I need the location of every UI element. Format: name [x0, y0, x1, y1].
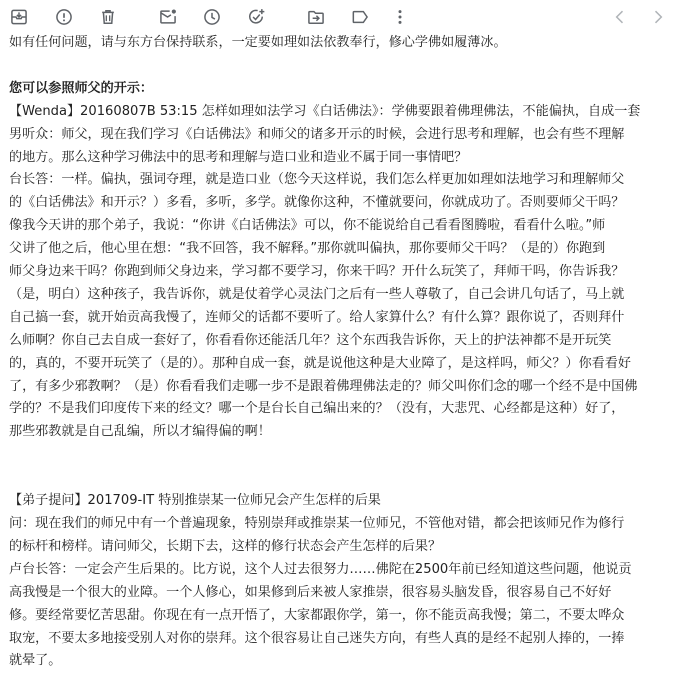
text-line: 问：现在我们的师兄中有一个普遍现象，特别崇拜或推崇某一位师兄，不管他对错，都会把该师兄作为修行	[9, 515, 625, 531]
newer-chevron-icon	[610, 7, 630, 27]
text-line: 的，真的，不要开玩笑了（是的）。那种自成一套，就是说他这种是大业障了，是这样吗，师父？）你看看好	[9, 355, 631, 371]
text-line: 修。要经常要忆苦思甜。你现在有一点开悟了，大家都跟你学，第一，你不能贡高我慢；第二，不要太哗众	[9, 607, 625, 623]
section-disciple-question	[9, 490, 673, 673]
message-toolbar	[0, 0, 679, 34]
text-line: 么师啊？你自己去自成一套好了，你看看你还能活几年？这个东西我告诉你，天上的护法神都不是开玩笑	[9, 332, 612, 348]
move-to-icon	[306, 7, 326, 27]
move-to-button[interactable]	[305, 6, 327, 28]
section-heading: 您可以参照师父的开示：	[9, 80, 154, 96]
newer-button[interactable]	[609, 6, 631, 28]
text-line: 的标杆和榜样。请问师父，长期下去，这样的修行状态会产生怎样的后果？	[9, 538, 442, 554]
section-wenda	[9, 101, 673, 445]
section-header: 【Wenda】20160807B 53:15 怎样如理如法学习《白话佛法》：学佛要跟着佛理佛法，不能偏执，自成一套	[9, 103, 641, 119]
mark-unread-button[interactable]	[157, 6, 179, 28]
text-line: 那些邪教就是自己乱编，所以才编得偏的啊！	[9, 424, 271, 440]
more-options-icon	[390, 7, 410, 27]
report-spam-icon	[54, 7, 74, 27]
text-line: 师父身边来干吗？你跑到师父身边来，学习都不要学习，你来干吗？开什么玩笑了，拜师干吗，你告诉我？	[9, 264, 625, 280]
section-header: 【弟子提问】201709-IT 特别推崇某一位师兄会产生怎样的后果	[9, 493, 381, 509]
text-line: 了，有多少邪教啊？（是）你看看我们走哪一步不是跟着佛理佛法走的？师父叫你们念的哪一个经不是中国佛	[9, 378, 638, 394]
older-button[interactable]	[647, 6, 669, 28]
text-line: 的地方。那么这种学习佛法中的思考和理解与造口业和造业不属于同一事情吧？	[9, 149, 468, 165]
mark-unread-icon	[158, 7, 178, 27]
text-line: （是，明白）这种孩子，我告诉你，就是仗着学心灵法门之后有一些人尊敬了，自己会讲几句话了，马上就	[9, 286, 625, 302]
text-line: 像我今天讲的那个弟子，我说：“你讲《白话佛法》可以，你不能说给自己看看图腾啦，看看什么啦。”师	[9, 218, 606, 234]
add-to-tasks-icon	[246, 7, 266, 27]
email-body	[9, 32, 673, 673]
text-line: 学的？不是我们印度传下来的经文？哪一个是台长自己编出来的？（没有，大悲咒、心经都是这种）好了，	[9, 401, 625, 417]
text-line: 就晕了。	[9, 653, 62, 669]
older-chevron-icon	[648, 7, 668, 27]
text-line: 高我慢是一个很大的业障。一个人修心，如果修到后来被人家推崇，很容易头脑发昏，很容易自己不好好	[9, 584, 612, 600]
more-options-button[interactable]	[389, 6, 411, 28]
text-line: 父讲了他之后，他心里在想：“我不回答，我不解释。”那你就叫偏执，那你要师父干吗？（是的）你跑到	[9, 241, 606, 257]
spacer	[9, 444, 673, 467]
text-line: 男听众：师父，现在我们学习《白话佛法》和师父的诸多开示的时候，会进行思考和理解，也会有些不理解	[9, 126, 625, 142]
snooze-button[interactable]	[201, 6, 223, 28]
delete-button[interactable]	[97, 6, 119, 28]
text-line: 台长答：一样。偏执，强词夺理，就是造口业（您今天这样说，我们怎么样更加如理如法地学习和理解师父	[9, 172, 625, 188]
report-spam-button[interactable]	[53, 6, 75, 28]
archive-icon	[9, 7, 29, 27]
text-line: 卢台长答：一定会产生后果的。比方说，这个人过去很努力……佛陀在2500年前已经知道这些问题，他说贡	[9, 561, 632, 577]
snooze-icon	[202, 7, 222, 27]
archive-button[interactable]	[8, 6, 30, 28]
delete-icon	[98, 7, 118, 27]
spacer	[9, 467, 673, 490]
intro-line: 如有任何问题，请与东方台保持联系，一定要如理如法依教奉行，修心学佛如履薄冰。	[9, 35, 507, 50]
label-icon	[350, 7, 370, 27]
text-line: 自己搞一套，就开始贡高我慢了，连师父的话都不要听了。给人家算什么？有什么算？跟你说了，否则拜什	[9, 309, 625, 325]
spacer	[9, 55, 673, 78]
label-button[interactable]	[349, 6, 371, 28]
add-to-tasks-button[interactable]	[245, 6, 267, 28]
text-line: 取宠，不要太多地接受别人对你的崇拜。这个很容易让自己迷失方向，有些人真的是经不起别人捧的，一捧	[9, 630, 625, 646]
text-line: 的《白话佛法》和开示？）多看，多听，多学。就像你这种，不懂就要问，你就成功了。否则要师父干吗？	[9, 195, 625, 211]
